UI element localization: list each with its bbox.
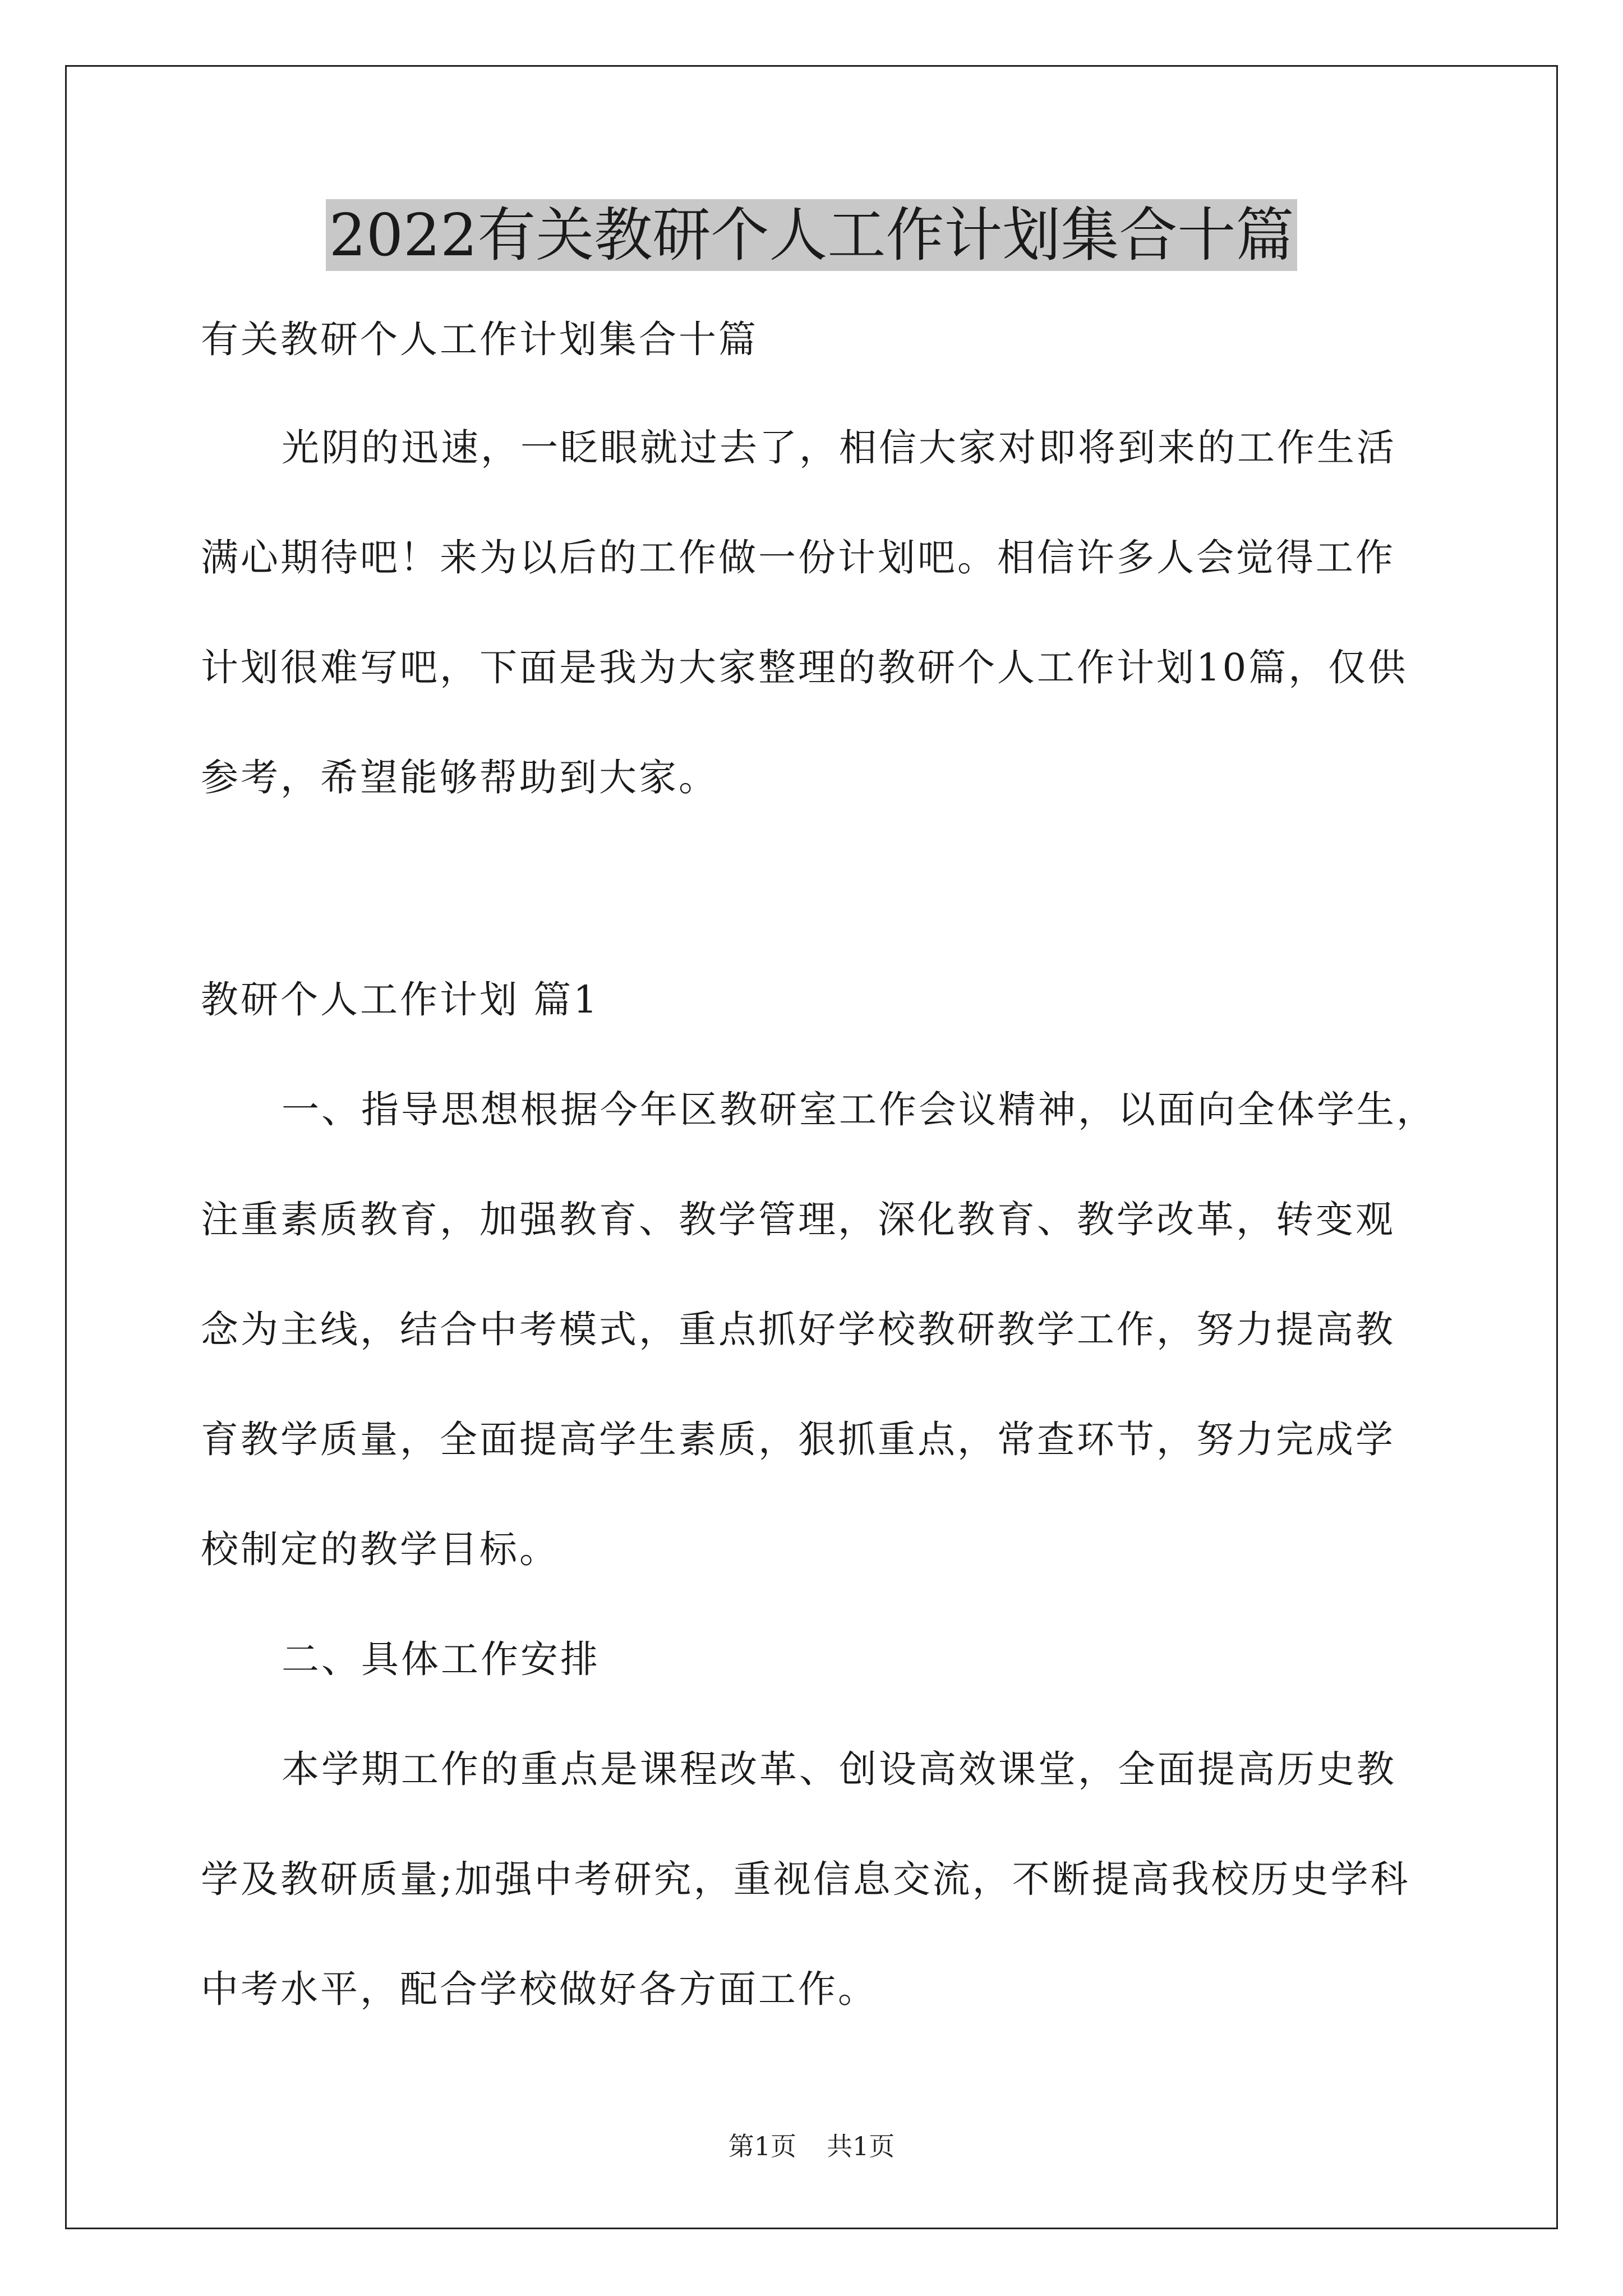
section-line: 注重素质教育，加强教育、教学管理，深化教育、教学改革，转变观 bbox=[201, 1198, 1395, 1241]
title-block bbox=[0, 199, 1623, 271]
section-line: 校制定的教学目标。 bbox=[201, 1527, 559, 1571]
arrangement-line: 中考水平，配合学校做好各方面工作。 bbox=[201, 1967, 878, 2011]
section-line: 育教学质量，全面提高学生素质，狠抓重点，常查环节，努力完成学 bbox=[201, 1418, 1395, 1461]
arrangement-line: 学及教研质量;加强中考研究，重视信息交流，不断提高我校历史学科 bbox=[201, 1857, 1410, 1901]
page-footer bbox=[0, 2129, 1623, 2163]
section-line: 念为主线，结合中考模式，重点抓好学校教研教学工作，努力提高教 bbox=[201, 1308, 1395, 1351]
page-border bbox=[65, 65, 1558, 2229]
intro-line: 光阴的迅速，一眨眼就过去了，相信大家对即将到来的工作生活 bbox=[282, 426, 1396, 470]
page-number-total: 共1页 bbox=[827, 2131, 895, 2161]
page-number-current: 第1页 bbox=[728, 2131, 796, 2161]
intro-line: 满心期待吧！来为以后的工作做一份计划吧。相信许多人会觉得工作 bbox=[201, 536, 1395, 579]
intro-line: 参考，希望能够帮助到大家。 bbox=[201, 756, 718, 799]
document-title: 2022有关教研个人工作计划集合十篇 bbox=[326, 199, 1298, 271]
intro-line: 计划很难写吧，下面是我为大家整理的教研个人工作计划10篇，仅供 bbox=[201, 646, 1408, 689]
section-heading: 教研个人工作计划 篇1 bbox=[201, 978, 600, 1022]
subheading: 二、具体工作安排 bbox=[282, 1637, 600, 1681]
document-subtitle: 有关教研个人工作计划集合十篇 bbox=[201, 318, 758, 361]
section-line: 一、指导思想根据今年区教研室工作会议精神，以面向全体学生， bbox=[282, 1088, 1436, 1131]
arrangement-line: 本学期工作的重点是课程改革、创设高效课堂，全面提高历史教 bbox=[282, 1747, 1396, 1791]
